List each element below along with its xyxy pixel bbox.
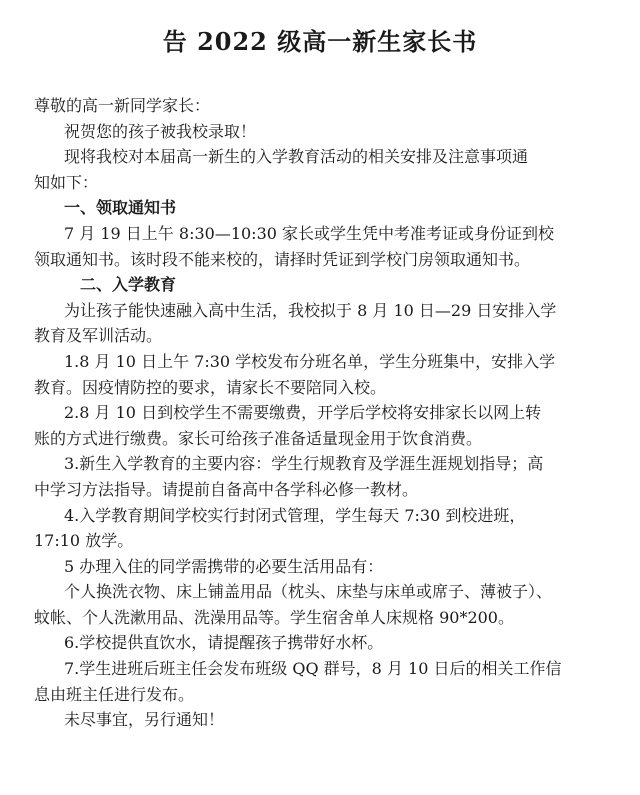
section-heading: 二、入学教育 [80,275,177,295]
text-line: 账的方式进行缴费。家长可给孩子准备适量现金用于饮食消费。 [34,428,483,448]
text-line: 祝贺您的孩子被我校录取！ [64,121,257,141]
text-line: 6.学校提供直饮水，请提醒孩子携带好水杯。 [64,633,384,653]
text-line: 蚊帐、个人洗漱用品、洗澡用品等。学生宿舍单人床规格 90*200。 [34,607,514,627]
document-body [34,93,614,733]
text-line: 未尽事宜，另行通知！ [64,710,225,730]
text-line: 为让孩子能快速融入高中生活，我校拟于 8 月 10 日—29 日安排入学 [64,300,557,320]
text-line: 教育。因疫情防控的要求，请家长不要陪同入校。 [34,377,387,397]
text-line: 尊敬的高一新同学家长： [34,96,211,115]
document-title: 告 2022 级高一新生家长书 [162,27,478,56]
text-line: 教育及军训活动。 [34,326,163,346]
text-line: 2.8 月 10 日到校学生不需要缴费，开学后学校将安排家长以网上转 [64,403,542,423]
text-line: 个人换洗衣物、床上铺盖用品（枕头、床垫与床单或席子、薄被子）、 [64,582,553,602]
text-line: 17:10 放学。 [34,531,134,551]
text-line: 4.入学教育期间学校实行封闭式管理，学生每天 7:30 到校进班， [64,505,526,525]
text-line: 领取通知书。该时段不能来校的，请择时凭证到学校门房领取通知书。 [34,249,531,269]
text-line: 中学习方法指导。请提前自备高中各学科必修一教材。 [34,479,419,499]
text-line: 3.新生入学教育的主要内容：学生行规教育及学涯生涯规划指导；高 [64,454,544,474]
text-line: 7 月 19 日上午 8:30—10:30 家长或学生凭中考准考证或身份证到校 [64,223,555,243]
text-line: 知如下： [34,172,99,192]
text-line: 现将我校对本届高一新生的入学教育活动的相关安排及注意事项通 [64,147,529,167]
text-line: 5 办理入住的同学需携带的必要生活用品有： [64,556,384,576]
section-heading: 一、领取通知书 [64,198,177,218]
text-line: 息由班主任进行发布。 [34,684,195,704]
text-line: 1.8 月 10 日上午 7:30 学校发布分班名单，学生分班集中，安排入学 [64,351,556,371]
text-line: 7.学生进班后班主任会发布班级 QQ 群号，8 月 10 日后的相关工作信 [64,659,562,679]
